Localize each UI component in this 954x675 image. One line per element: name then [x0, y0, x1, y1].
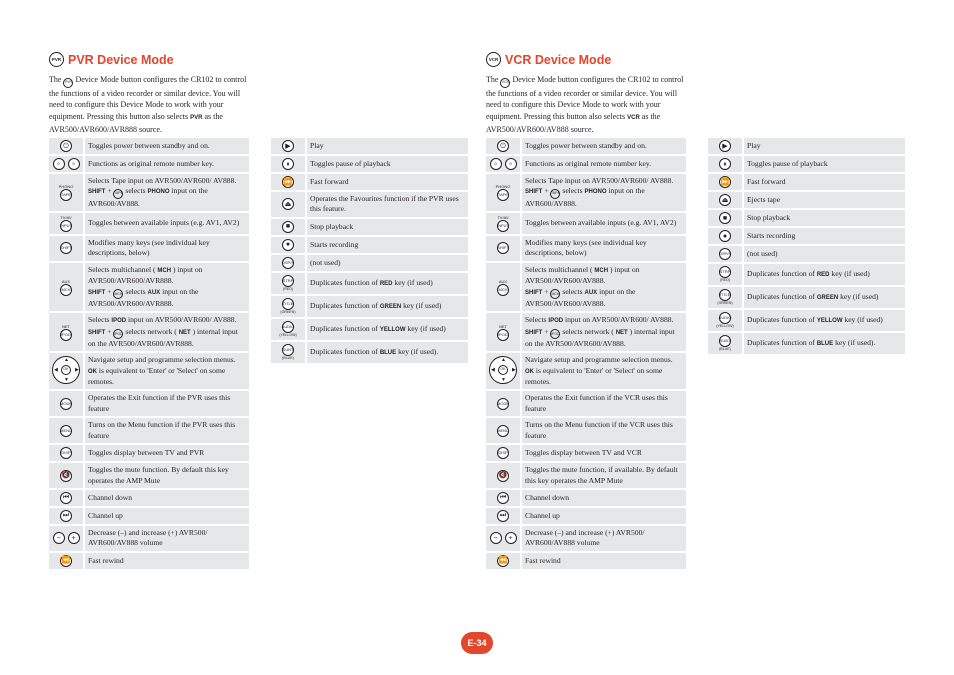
- key-icon-cell: [49, 138, 85, 154]
- key-color-label: (RED): [720, 278, 730, 282]
- table-row: [49, 391, 249, 416]
- key-icon-cell: [49, 213, 85, 234]
- play-icon: ▶: [282, 140, 294, 152]
- table-row: [486, 313, 686, 351]
- key-alt-label: AUX: [498, 278, 508, 284]
- table-row: [49, 445, 249, 461]
- mch-icon: MCH: [60, 284, 72, 296]
- key-description: Decrease (–) and increase (+) AVR500/ AVR600/AV888 volume: [85, 526, 249, 551]
- key-description: Operates the Exit function if the VCR uses this feature: [522, 391, 686, 416]
- vcr-section-title: [486, 52, 611, 67]
- vcr-inline-badge-icon: VCR: [500, 78, 510, 88]
- key-color-label: (YELLOW): [716, 324, 734, 328]
- key-icon-cell: [486, 174, 522, 211]
- table-row: [486, 138, 686, 154]
- key-icon-cell: [486, 445, 522, 461]
- tape-icon: TAPE: [497, 189, 509, 201]
- key-description: Toggles between available inputs (e.g. AV1, AV2): [522, 213, 686, 234]
- table-row: [49, 236, 249, 261]
- pvr-inline-badge-icon: PVR: [63, 78, 73, 88]
- table-row: [271, 255, 468, 271]
- volume-icon: [53, 532, 80, 544]
- record-icon: ●: [719, 230, 731, 242]
- key-description: Navigate setup and programme selection menus. OK is equivalent to 'Enter' or 'Select' on some remotes.: [85, 353, 249, 389]
- power-icon: ⏻: [497, 140, 509, 152]
- ipod-icon: iPOD: [550, 329, 560, 339]
- key-icon-cell: [49, 391, 85, 416]
- dsp-icon: DSP/S: [719, 248, 731, 260]
- table-row: [49, 353, 249, 389]
- table-row: [708, 287, 905, 308]
- table-row: [49, 156, 249, 172]
- table-row: [486, 445, 686, 461]
- key-icon-cell: [486, 490, 522, 506]
- key-alt-label: NET: [499, 323, 507, 329]
- tape-icon: TAPE: [550, 189, 560, 199]
- key-description: Duplicates function of RED key (if used): [744, 264, 905, 285]
- key-icon-cell: [49, 313, 85, 351]
- key-description: Modifies many keys (see individual key descriptions, below): [522, 236, 686, 261]
- key-description: Functions as original remote number key.: [522, 156, 686, 172]
- table-row: [486, 391, 686, 416]
- play-icon: ▶: [719, 140, 731, 152]
- key-icon-cell: [49, 553, 85, 569]
- navigation-icon: ▲ ▼ ◀ ▶ OK: [491, 357, 516, 383]
- table-row: [708, 246, 905, 262]
- shift-icon: SHIFT: [60, 242, 72, 254]
- skip-back-icon: ⏮: [497, 492, 509, 504]
- vcr-key-table: [486, 136, 686, 571]
- key-icon-cell: [486, 463, 522, 488]
- pause-icon: ⏸: [719, 158, 731, 170]
- key-icon-cell: [49, 353, 85, 389]
- table-row: [49, 213, 249, 234]
- key-description: Modifies many keys (see individual key descriptions, below): [85, 236, 249, 261]
- pvr-badge-icon: PVR: [49, 52, 64, 67]
- table-row: [271, 273, 468, 294]
- key-description: (not used): [307, 255, 468, 271]
- key-description: Stop playback: [744, 210, 905, 226]
- key-description: Toggles pause of playback: [307, 156, 468, 172]
- table-row: [486, 418, 686, 443]
- key-icon-cell: [49, 236, 85, 261]
- blue-key-icon: SUBT: [282, 344, 294, 356]
- skip-forward-icon: ⏭: [60, 510, 72, 522]
- mute-icon: 🔇: [497, 470, 509, 482]
- minus-icon: −: [53, 532, 65, 544]
- key-icon-cell: [486, 526, 522, 551]
- skip-back-icon: ⏮: [60, 492, 72, 504]
- key-icon-cell: [486, 313, 522, 351]
- key-icon-cell: [271, 255, 307, 271]
- stop-icon: ■: [282, 221, 294, 233]
- key-icon-cell: [486, 263, 522, 311]
- key-icon-cell: [49, 445, 85, 461]
- volume-icon: [490, 532, 517, 544]
- ipod-icon: iPOD: [113, 329, 123, 339]
- key-description: Operates the Favourites function if the PVR uses this feature.: [307, 192, 468, 217]
- disp-icon: DISP: [60, 447, 72, 459]
- key-icon-cell: [486, 236, 522, 261]
- key-description: Selects multichannel ( MCH ) input on AVR500/AVR600/AV888. SHIFT + MCH selects AUX input on the AVR500/AVR600/AV888.: [522, 263, 686, 311]
- key-icon-cell: [271, 192, 307, 217]
- key-description: Fast rewind: [522, 553, 686, 569]
- table-row: [708, 156, 905, 172]
- vcr-intro: The VCR Device Mode button configures the CR102 to control the functions of a video recorder or similar device. You will need to configure this Device Mode to work with your equipment. Pressing this button also selects VCR as the AVR500/AVR600/AV888 source.: [486, 75, 684, 134]
- key-icon-cell: [708, 138, 744, 154]
- table-row: [708, 333, 905, 354]
- key-icon-cell: [708, 333, 744, 354]
- key-description: Duplicates function of BLUE key (if used).: [744, 333, 905, 354]
- key-alt-label: NET: [62, 323, 70, 329]
- tape-icon: TAPE: [113, 189, 123, 199]
- key-icon-cell: [486, 553, 522, 569]
- key-description: Duplicates function of BLUE key (if used).: [307, 342, 468, 363]
- stop-icon: ■: [719, 212, 731, 224]
- input-icon: INPUT: [60, 220, 72, 232]
- key-icon-cell: [486, 508, 522, 524]
- key-alt-label: PHONO: [495, 184, 511, 189]
- input-icon: INPUT: [497, 220, 509, 232]
- table-row: [49, 508, 249, 524]
- mch-icon: MCH: [113, 289, 123, 299]
- key-alt-label: TV/AV: [60, 215, 72, 221]
- rewind-icon: ⏪: [497, 555, 509, 567]
- key-icon-cell: [271, 138, 307, 154]
- key-description: Duplicates function of GREEN key (if used): [307, 296, 468, 317]
- key-description: Starts recording: [744, 228, 905, 244]
- key-icon-cell: [271, 237, 307, 253]
- table-row: [486, 263, 686, 311]
- key-alt-label: AUX: [61, 278, 71, 284]
- key-description: Duplicates function of GREEN key (if used): [744, 287, 905, 308]
- key-icon-cell: [708, 156, 744, 172]
- ipod-icon: iPOD: [497, 329, 509, 341]
- key-icon-cell: [486, 138, 522, 154]
- table-row: [49, 174, 249, 211]
- key-description: Turns on the Menu function if the VCR uses this feature: [522, 418, 686, 443]
- key-description: Functions as original remote number key.: [85, 156, 249, 172]
- key-icon-cell: [708, 310, 744, 331]
- table-row: [486, 156, 686, 172]
- table-row: [49, 263, 249, 311]
- key-description: Toggles display between TV and VCR: [522, 445, 686, 461]
- blue-key-icon: SUBT: [719, 335, 731, 347]
- pvr-key-table-2: [271, 136, 468, 365]
- key-icon-cell: [49, 156, 85, 172]
- key-description: Duplicates function of RED key (if used): [307, 273, 468, 294]
- key-icon-cell: [271, 319, 307, 340]
- table-row: [49, 526, 249, 551]
- key-color-label: (BLUE): [282, 355, 294, 360]
- key-alt-label: PHONO: [58, 184, 74, 189]
- plus-icon: +: [505, 532, 517, 544]
- minus-icon: −: [490, 532, 502, 544]
- key-description: Fast rewind: [85, 553, 249, 569]
- fast-forward-icon: ⏩: [719, 176, 731, 188]
- table-row: [708, 138, 905, 154]
- key-icon-cell: [271, 174, 307, 190]
- table-row: [486, 490, 686, 506]
- key-description: Channel down: [85, 490, 249, 506]
- disp-icon: DISP: [497, 447, 509, 459]
- table-row: [708, 192, 905, 208]
- table-row: [486, 236, 686, 261]
- key-icon-cell: [486, 156, 522, 172]
- table-row: [271, 342, 468, 363]
- key-icon-cell: [49, 174, 85, 211]
- key-0-icon: 0: [490, 158, 502, 170]
- key-description: Duplicates function of YELLOW key (if used): [307, 319, 468, 340]
- table-row: [708, 174, 905, 190]
- key-icon-cell: [708, 246, 744, 262]
- table-row: [486, 508, 686, 524]
- table-row: [271, 138, 468, 154]
- key-description: Toggles power between standby and on.: [85, 138, 249, 154]
- record-icon: ●: [282, 239, 294, 251]
- table-row: [271, 174, 468, 190]
- rewind-icon: ⏪: [60, 555, 72, 567]
- table-row: [486, 463, 686, 488]
- table-row: [271, 192, 468, 217]
- key-icon-cell: [708, 287, 744, 308]
- number-keys-icon: [53, 158, 80, 170]
- key-description: Play: [307, 138, 468, 154]
- key-icon-cell: [271, 219, 307, 235]
- vcr-badge-icon: VCR: [486, 52, 501, 67]
- key-description: Stop playback: [307, 219, 468, 235]
- key-icon-cell: [49, 463, 85, 488]
- key-color-label: (BLUE): [719, 347, 731, 351]
- key-description: Fast forward: [744, 174, 905, 190]
- key-icon-cell: [49, 526, 85, 551]
- key-description: Selects multichannel ( MCH ) input on AVR500/AVR600/AVR888. SHIFT + MCH selects AUX input on the AVR500/AVR600/AVR888.: [85, 263, 249, 311]
- menu-icon: MENU: [497, 425, 509, 437]
- table-row: [49, 313, 249, 351]
- menu-icon: MENU: [60, 425, 72, 437]
- key-description: Toggles the mute function, if available. By default this key operates the AMP Mute: [522, 463, 686, 488]
- skip-forward-icon: ⏭: [497, 510, 509, 522]
- navigation-icon: ▲ ▼ ◀ ▶ OK: [54, 357, 79, 383]
- key-description: Toggles display between TV and PVR: [85, 445, 249, 461]
- key-icon-cell: [49, 508, 85, 524]
- key-icon-cell: [708, 174, 744, 190]
- key-icon-cell: [271, 342, 307, 363]
- table-row: [486, 213, 686, 234]
- mute-icon: 🔇: [60, 470, 72, 482]
- yellow-key-icon: AUDIO: [719, 312, 731, 324]
- table-row: [49, 418, 249, 443]
- key-description: Toggles between available inputs (e.g. AV1, AV2): [85, 213, 249, 234]
- fast-forward-icon: ⏩: [282, 176, 294, 188]
- key-icon-cell: [271, 273, 307, 294]
- eject-icon: ⏏: [282, 198, 294, 210]
- key-color-label: (YELLOW): [279, 332, 297, 337]
- key-description: Toggles pause of playback: [744, 156, 905, 172]
- key-icon-cell: [708, 192, 744, 208]
- pause-icon: ⏸: [282, 158, 294, 170]
- key-icon-cell: [271, 296, 307, 317]
- key-icon-cell: [271, 156, 307, 172]
- green-key-icon: TITLE: [719, 289, 731, 301]
- table-row: [708, 264, 905, 285]
- key-description: Selects Tape input on AVR500/AVR600/ AV888. SHIFT + TAPE selects PHONO input on the AVR600/AV888.: [522, 174, 686, 211]
- table-row: [49, 490, 249, 506]
- key-description: Starts recording: [307, 237, 468, 253]
- table-row: [486, 174, 686, 211]
- key-description: Channel up: [522, 508, 686, 524]
- eject-icon: ⏏: [719, 194, 731, 206]
- table-row: [708, 228, 905, 244]
- key-color-label: (RED): [283, 286, 293, 291]
- red-key-icon: STRP: [719, 266, 731, 278]
- key-description: Operates the Exit function if the PVR uses this feature: [85, 391, 249, 416]
- mch-icon: MCH: [497, 284, 509, 296]
- table-row: [708, 210, 905, 226]
- key-description: Play: [744, 138, 905, 154]
- key-description: Ejects tape: [744, 192, 905, 208]
- shift-icon: SHIFT: [497, 242, 509, 254]
- key-description: Turns on the Menu function if the PVR uses this feature: [85, 418, 249, 443]
- table-row: [49, 463, 249, 488]
- ipod-icon: iPOD: [60, 329, 72, 341]
- ok-icon: OK: [61, 365, 71, 375]
- key-description: Decrease (–) and increase (+) AVR500/ AVR600/AV888 volume: [522, 526, 686, 551]
- key-description: Fast forward: [307, 174, 468, 190]
- key-description: Channel up: [85, 508, 249, 524]
- key-alt-label: TV/AV: [497, 215, 509, 221]
- key-description: Selects Tape input on AVR500/AVR600/ AV888. SHIFT + TAPE selects PHONO input on the AVR600/AV888.: [85, 174, 249, 211]
- key-icon-cell: [708, 264, 744, 285]
- key-9-icon: 9: [505, 158, 517, 170]
- key-description: Navigate setup and programme selection menus. OK is equivalent to 'Enter' or 'Select' on some remotes.: [522, 353, 686, 389]
- table-row: [271, 237, 468, 253]
- mode-icon: MODE: [497, 398, 509, 410]
- pvr-intro: The PVR Device Mode button configures the CR102 to control the functions of a video recorder or similar device. You will need to configure this Device Mode to work with your equipment. Pressing this button also selects PVR as the AVR500/AVR600/AVR888 source.: [49, 75, 247, 134]
- page-number: E-34: [461, 632, 493, 654]
- key-icon-cell: [486, 391, 522, 416]
- key-color-label: (GREEN): [280, 309, 296, 314]
- table-row: [486, 526, 686, 551]
- key-icon-cell: [708, 228, 744, 244]
- key-description: Duplicates function of YELLOW key (if used): [744, 310, 905, 331]
- key-description: Selects IPOD input on AVR500/AVR600/ AV888. SHIFT + iPOD selects network ( NET ) internal input on the AVR500/AVR600/AV888.: [522, 313, 686, 351]
- table-row: [271, 156, 468, 172]
- key-icon-cell: [49, 263, 85, 311]
- vcr-title-text: VCR Device Mode: [505, 52, 612, 67]
- key-icon-cell: [708, 210, 744, 226]
- table-row: [271, 319, 468, 340]
- table-row: [708, 310, 905, 331]
- number-keys-icon: [490, 158, 517, 170]
- table-row: [486, 553, 686, 569]
- power-icon: ⏻: [60, 140, 72, 152]
- yellow-key-icon: AUDIO: [282, 321, 294, 333]
- pvr-title-text: PVR Device Mode: [68, 52, 174, 67]
- red-key-icon: STRP: [282, 275, 294, 287]
- key-icon-cell: [49, 490, 85, 506]
- table-row: [49, 553, 249, 569]
- pvr-section-title: [49, 52, 174, 67]
- plus-icon: +: [68, 532, 80, 544]
- key-color-label: (GREEN): [717, 301, 733, 305]
- table-row: [271, 219, 468, 235]
- tape-icon: TAPE: [60, 189, 72, 201]
- key-description: Channel down: [522, 490, 686, 506]
- table-row: [271, 296, 468, 317]
- green-key-icon: TITLE: [282, 298, 294, 310]
- key-description: (not used): [744, 246, 905, 262]
- key-9-icon: 9: [68, 158, 80, 170]
- key-icon-cell: [486, 213, 522, 234]
- key-description: Toggles the mute function. By default this key operates the AMP Mute: [85, 463, 249, 488]
- key-icon-cell: [49, 418, 85, 443]
- vcr-key-table-2: [708, 136, 905, 356]
- table-row: [49, 138, 249, 154]
- mch-icon: MCH: [550, 289, 560, 299]
- ok-icon: OK: [498, 365, 508, 375]
- key-0-icon: 0: [53, 158, 65, 170]
- key-icon-cell: [486, 353, 522, 389]
- key-description: Toggles power between standby and on.: [522, 138, 686, 154]
- key-description: Selects IPOD input on AVR500/AVR600/ AV888. SHIFT + iPOD selects network ( NET ) internal input on the AVR500/AVR600/AVR888.: [85, 313, 249, 351]
- key-icon-cell: [486, 418, 522, 443]
- dsp-icon: DSP/S: [282, 257, 294, 269]
- table-row: [486, 353, 686, 389]
- pvr-key-table: [49, 136, 249, 571]
- mode-icon: MODE: [60, 398, 72, 410]
